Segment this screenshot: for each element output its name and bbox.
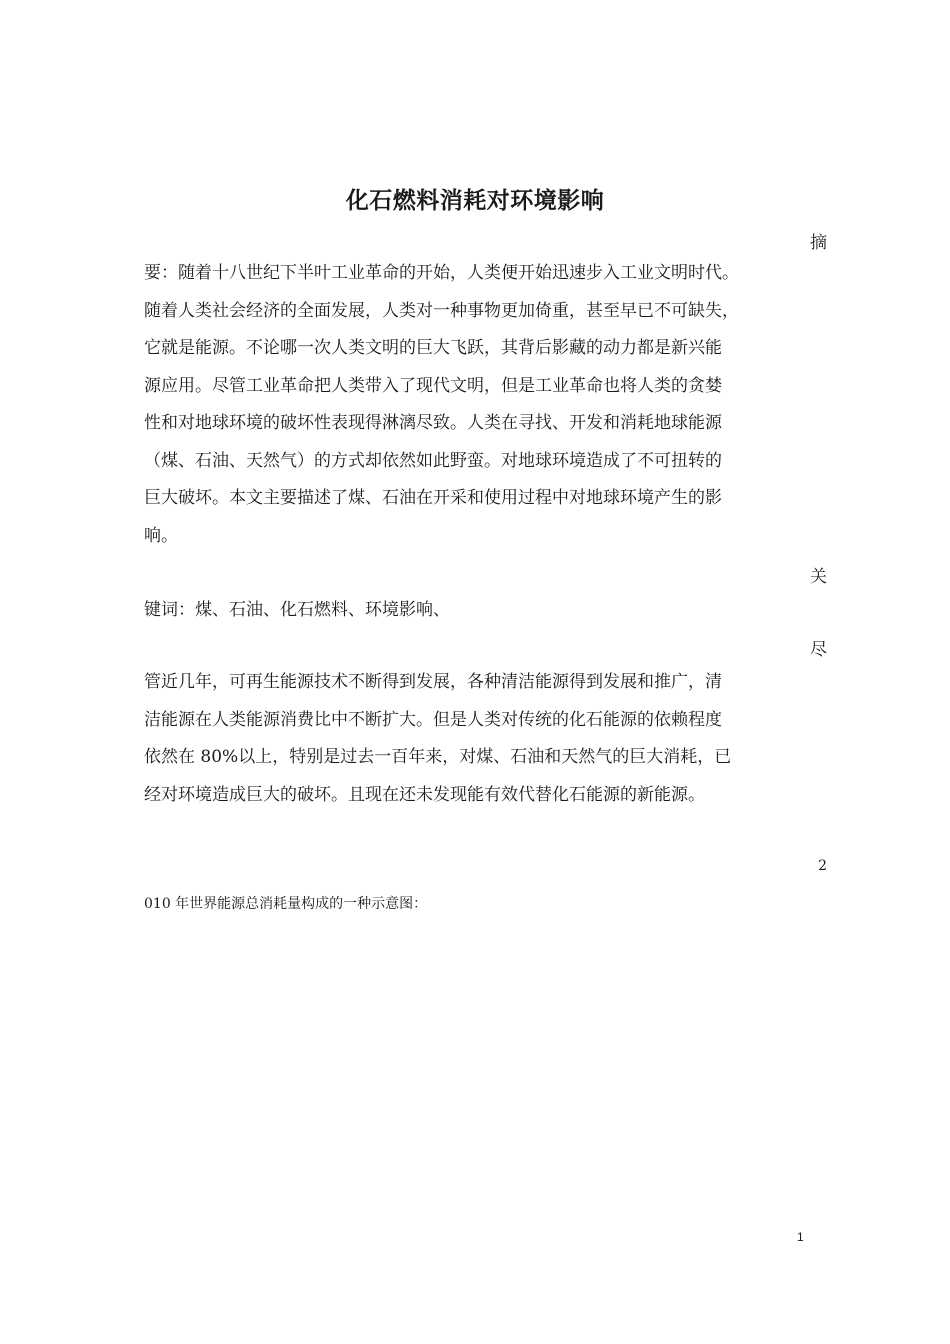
intro-line: 依然在 80%以上，特别是过去一百年来，对煤、石油和天然气的巨大消耗，已 — [144, 747, 732, 767]
abstract-line: 响。 — [144, 525, 178, 546]
intro-paragraph — [144, 664, 827, 814]
abstract-paragraph — [144, 255, 827, 555]
document-title: 化石燃料消耗对环境影响 — [345, 187, 605, 214]
caption-wrap-char: 2 — [818, 858, 827, 874]
abstract-wrap-char: 摘 — [810, 233, 827, 253]
abstract-line: 它就是能源。不论哪一次人类文明的巨大飞跃，其背后影藏的动力都是新兴能 — [144, 338, 722, 358]
page-number: 1 — [797, 1230, 804, 1244]
abstract-line: 随着人类社会经济的全面发展，人类对一种事物更加倚重，甚至早已不可缺失， — [144, 300, 739, 321]
abstract-line: 性和对地球环境的破坏性表现得淋漓尽致。人类在寻找、开发和消耗地球能源 — [144, 413, 722, 433]
abstract-line: 巨大破坏。本文主要描述了煤、石油在开采和使用过程中对地球环境产生的影 — [144, 488, 722, 508]
keywords-wrap-char: 关 — [810, 567, 827, 587]
abstract-line: （煤、石油、天然气）的方式却依然如此野蛮。对地球环境造成了不可扭转的 — [144, 450, 722, 471]
intro-line: 洁能源在人类能源消费比中不断扩大。但是人类对传统的化石能源的依赖程度 — [144, 709, 722, 730]
keywords-line: 键词：煤、石油、化石燃料、环境影响、 — [144, 600, 450, 620]
figure-caption: 010 年世界能源总消耗量构成的一种示意图： — [144, 896, 428, 912]
intro-line: 经对环境造成巨大的破坏。且现在还未发现能有效代替化石能源的新能源。 — [144, 784, 705, 805]
intro-wrap-char: 尽 — [810, 640, 827, 660]
abstract-line: 源应用。尽管工业革命把人类带入了现代文明，但是工业革命也将人类的贪婪 — [144, 375, 722, 396]
abstract-line: 要：随着十八世纪下半叶工业革命的开始，人类便开始迅速步入工业文明时代。 — [144, 263, 739, 283]
intro-line: 管近几年，可再生能源技术不断得到发展，各种清洁能源得到发展和推广，清 — [144, 672, 722, 692]
keywords-paragraph — [144, 592, 827, 630]
